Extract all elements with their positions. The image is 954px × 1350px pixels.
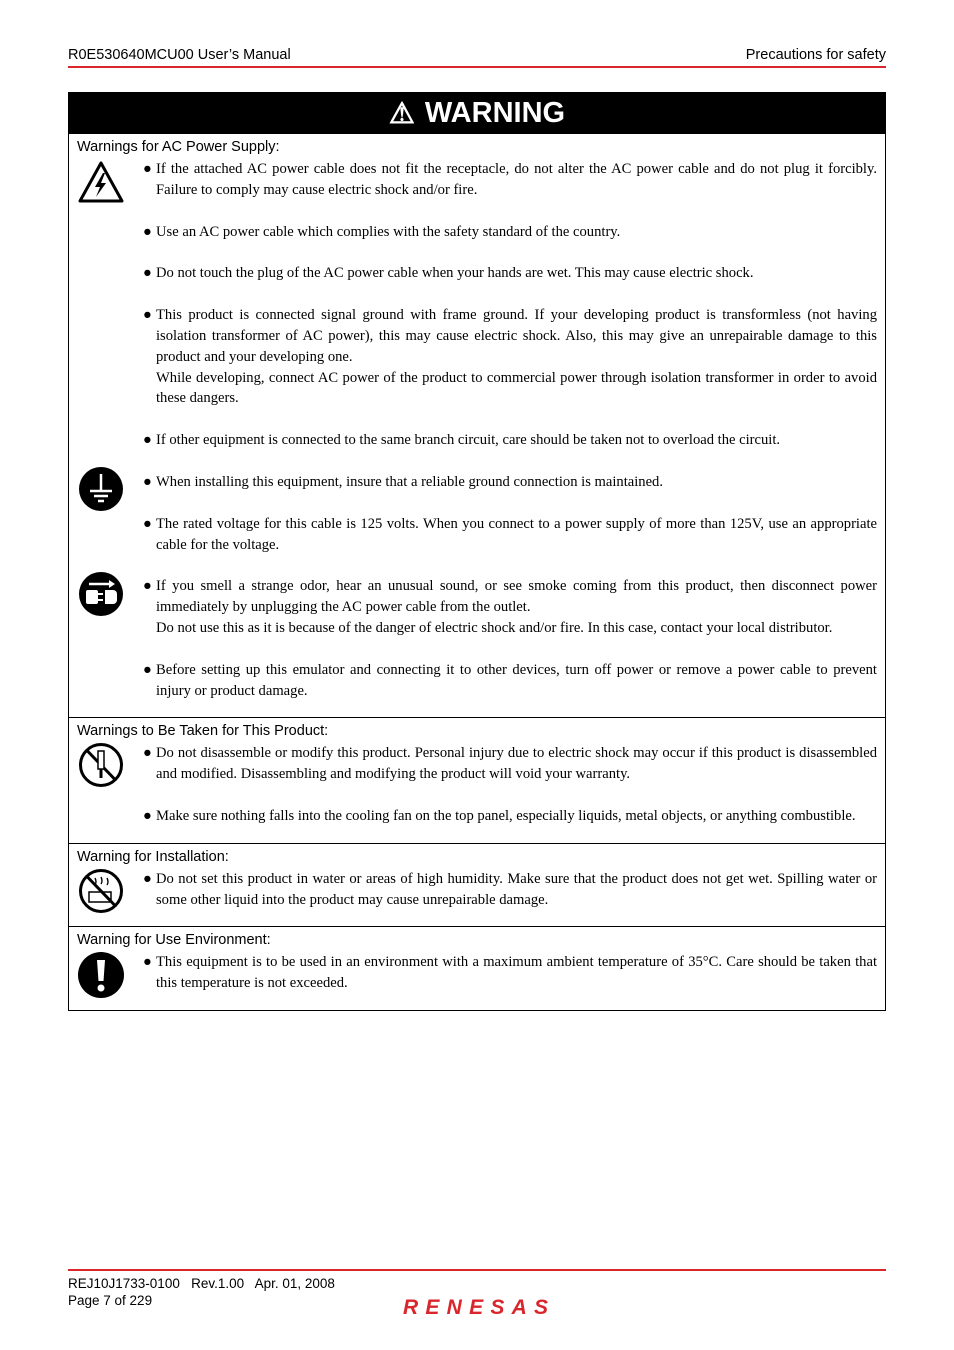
renesas-logo <box>403 1293 551 1324</box>
list-item: ● The rated voltage for this cable is 125 volts. When you connect to a power supply of more than 125V, use an appropriate cable for the voltage. <box>143 515 877 553</box>
list-item: ● When installing this equipment, insure that a reliable ground connection is maintained. <box>143 473 664 490</box>
list-item: ● If you smell a strange odor, hear an unusual sound, or see smoke coming from this product, then disconnect power immediately by unplugging the AC power cable from the outlet. Do not use this as it is because of the danger of electric shock and/or fire. In this case, contact your local distributor. <box>143 578 877 636</box>
doc-number: REJ10J1733-0100 Rev.1.00 Apr. 01, 2008 <box>68 1276 335 1291</box>
list-item: ● Do not set this product in water or areas of high humidity. Make sure that the product does not get wet. Spilling water or some other liquid into the product may cause unrepairable damage. <box>143 870 877 908</box>
chapter-title: Precautions for safety <box>745 47 886 63</box>
warning-title: WARNING <box>424 96 566 129</box>
section-environment <box>69 926 885 1010</box>
warning-triangle-icon: ⚠ <box>388 97 415 130</box>
svg-text:RENESAS: RENESAS <box>403 1296 549 1319</box>
list-item: ● This product is connected signal ground with frame ground. If your developing product is transformless (not having isolation transformer of AC power), this may cause electric shock. Also, this may give an unrepairable damage to this product and your developing one. While developing, connect AC power of the product to commercial power through isolation transformer in order to avoid these dangers. <box>143 307 877 407</box>
footer-rule <box>68 1269 886 1271</box>
warning-banner <box>69 93 885 133</box>
section-title: Warning for Use Environment: <box>77 932 271 949</box>
list-item: ● Use an AC power cable which complies with the safety standard of the country. <box>143 223 621 240</box>
list-item: ● Before setting up this emulator and connecting it to other devices, turn off power or remove a power cable to prevent injury or product damage. <box>143 661 877 699</box>
warning-box <box>68 92 886 1011</box>
section-title: Warnings for AC Power Supply: <box>77 139 280 155</box>
list-item: ● If the attached AC power cable does not fit the receptacle, do not alter the AC power cable and do not plug it forcibly. Failure to comply may cause electric shock and/or fire. <box>143 161 877 198</box>
section-ac-power <box>69 133 885 717</box>
section-product <box>69 717 885 842</box>
page-footer <box>68 1275 335 1309</box>
list-item: ● Make sure nothing falls into the cooling fan on the top panel, especially liquids, metal objects, or anything combustible. <box>143 807 856 824</box>
header-rule <box>68 66 886 68</box>
manual-title: R0E530640MCU00 User’s Manual <box>68 47 291 63</box>
section-title: Warning for Installation: <box>77 848 229 865</box>
list-item: ● Do not disassemble or modify this product. Personal injury due to electric shock may occur if this product is disassembled and modified. Disassembling and modifying the product will void your warranty. <box>143 745 877 783</box>
list-item: ● If other equipment is connected to the same branch circuit, care should be taken not to overload the circuit. <box>143 432 781 449</box>
list-item: ● Do not touch the plug of the AC power cable when your hands are wet. This may cause electric shock. <box>143 265 754 282</box>
page-number: Page 7 of 229 <box>68 1293 153 1308</box>
section-installation <box>69 843 885 927</box>
list-item: ● This equipment is to be used in an environment with a maximum ambient temperature of 35°C. Care should be taken that this temperature is not exceeded. <box>143 954 877 992</box>
section-title: Warnings to Be Taken for This Product: <box>77 723 329 740</box>
